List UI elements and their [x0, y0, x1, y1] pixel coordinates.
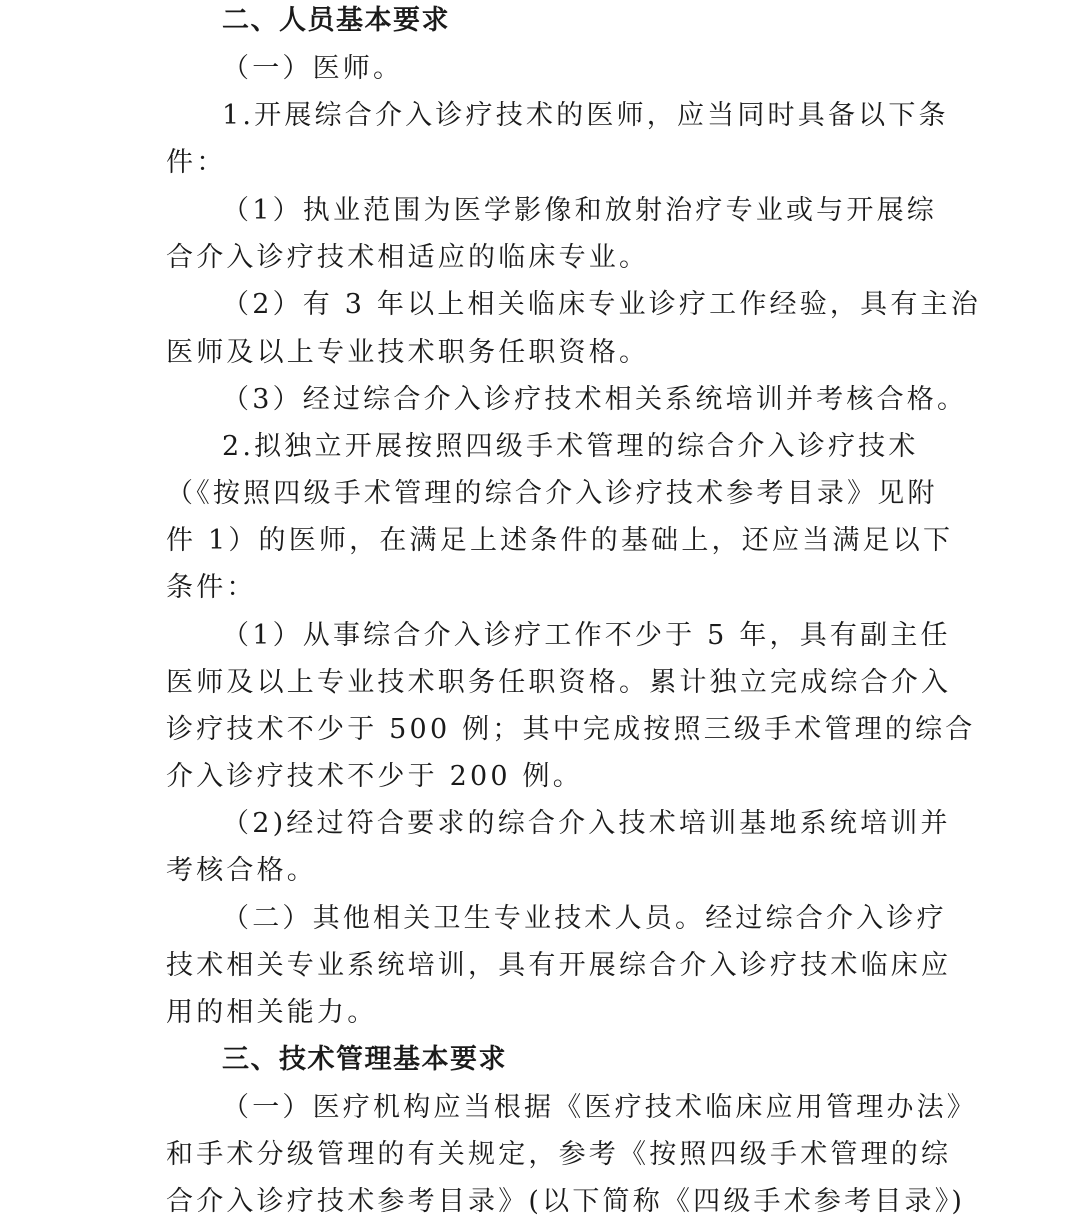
- paragraph-line: 介入诊疗技术不少于 200 例。: [166, 761, 583, 792]
- paragraph-line: 医师及以上专业技术职务任职资格。: [166, 337, 650, 368]
- paragraph-line: 和手术分级管理的有关规定，参考《按照四级手术管理的综: [166, 1139, 952, 1170]
- paragraph-line: 合介入诊疗技术相适应的临床专业。: [166, 242, 650, 273]
- paragraph-line: 条件：: [166, 572, 257, 603]
- subsection-physician: （一）医师。: [222, 53, 404, 84]
- paragraph-line: 用的相关能力。: [166, 997, 378, 1028]
- paragraph-line: 件 1）的医师，在满足上述条件的基础上，还应当满足以下: [166, 525, 954, 556]
- paragraph-line: 合介入诊疗技术参考目录》(以下简称《四级手术参考目录》): [166, 1186, 966, 1217]
- paragraph-line: （2)经过符合要求的综合介入技术培训基地系统培训并: [222, 808, 951, 839]
- paragraph-line: 件：: [166, 147, 227, 178]
- paragraph-line: （1）执业范围为医学影像和放射治疗专业或与开展综: [222, 195, 937, 226]
- paragraph-line: 医师及以上专业技术职务任职资格。累计独立完成综合介入: [166, 667, 952, 698]
- paragraph-line: （一）医疗机构应当根据《医疗技术临床应用管理办法》: [222, 1092, 977, 1123]
- paragraph-line: （2）有 3 年以上相关临床专业诊疗工作经验，具有主治: [222, 289, 981, 320]
- paragraph-line: （3）经过综合介入诊疗技术相关系统培训并考核合格。: [222, 384, 968, 415]
- paragraph-line: 2.拟独立开展按照四级手术管理的综合介入诊疗技术: [222, 431, 919, 462]
- paragraph-line: 技术相关专业系统培训，具有开展综合介入诊疗技术临床应: [166, 950, 952, 981]
- section-heading-personnel: 二、人员基本要求: [222, 5, 450, 36]
- section-heading-technical-management: 三、技术管理基本要求: [222, 1044, 507, 1075]
- paragraph-line: 1.开展综合介入诊疗技术的医师，应当同时具备以下条: [222, 100, 949, 131]
- paragraph-line: 考核合格。: [166, 855, 317, 886]
- paragraph-line: （《按照四级手术管理的综合介入诊疗技术参考目录》见附: [166, 478, 938, 509]
- paragraph-line: （二）其他相关卫生专业技术人员。经过综合介入诊疗: [222, 903, 947, 934]
- paragraph-line: （1）从事综合介入诊疗工作不少于 5 年，具有副主任: [222, 620, 951, 651]
- paragraph-line: 诊疗技术不少于 500 例；其中完成按照三级手术管理的综合: [166, 714, 976, 745]
